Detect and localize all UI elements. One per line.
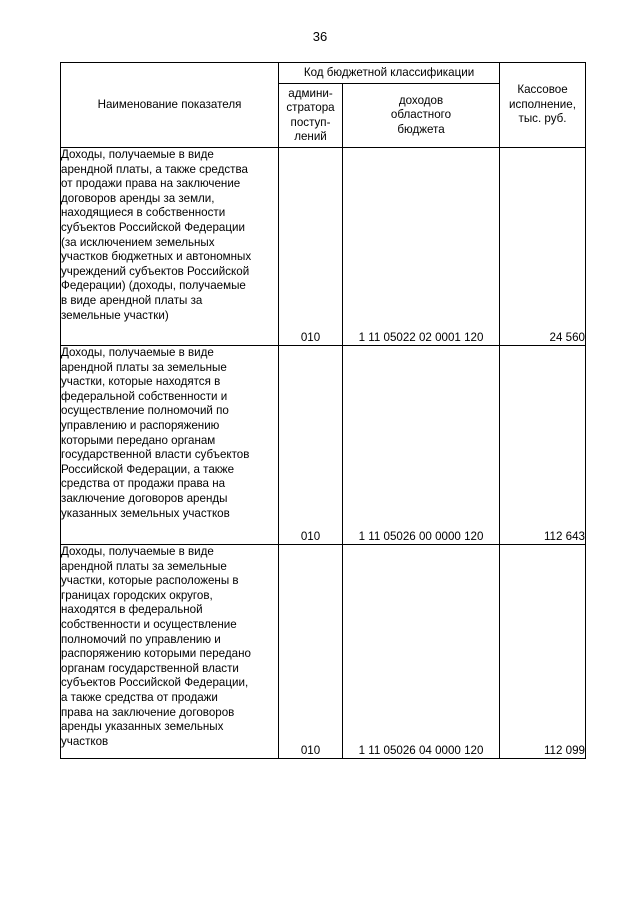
row-name: Доходы, получаемые в виде арендной платы, а также средства от продажи права на заключение договоров аренды за земли, находящиеся в собственности субъектов Российской Федерации (за исключением земельных участков бюджетных и автономных учреждений субъектов Российской Федерации) (доходы, получаемые в виде арендной платы за земельные участки) (61, 148, 279, 346)
page-number: 36 (312, 29, 328, 44)
row-admin-code: 010 (279, 346, 343, 545)
row-admin-code: 010 (279, 148, 343, 346)
row-name: Доходы, получаемые в виде арендной платы за земельные участки, которые находятся в федеральной собственности и осуществление полномочий по управлению и распоряжению которыми передано органам государственной власти субъектов Российской Федерации, а также средства от продажи права на заключение договоров аренды указанных земельных участков (61, 346, 279, 545)
header-income-text: доходов областного бюджета (390, 93, 452, 136)
header-code-group (279, 63, 500, 84)
header-row-top (61, 63, 586, 84)
row-income-code: 1 11 05026 04 0000 120 (343, 545, 500, 759)
row-execution: 112 643 (500, 346, 586, 545)
row-income-code: 1 11 05022 02 0001 120 (343, 148, 500, 346)
table-row (61, 545, 586, 759)
row-admin-code: 010 (279, 545, 343, 759)
header-admin-text: админи- стратора поступ- лений (286, 86, 335, 143)
row-income-code: 1 11 05026 00 0000 120 (343, 346, 500, 545)
header-code-group-text: Код бюджетной классификации (303, 66, 475, 79)
header-execution (500, 63, 586, 148)
row-execution: 112 099 (500, 545, 586, 759)
row-name: Доходы, получаемые в виде арендной платы за земельные участки, которые расположены в границах городских округов, находятся в федеральной собственности и осуществление полномочий по управлению и распоряжению которыми передано органам государственной власти субъектов Российской Федерации, а также средства от продажи права на заключение договоров аренды указанных земельных участков (61, 545, 279, 759)
header-income (343, 84, 500, 148)
header-name-text: Наименование показателя (97, 97, 242, 111)
row-execution: 24 560 (500, 148, 586, 346)
table-row (61, 148, 586, 346)
header-admin (279, 84, 343, 148)
header-name (61, 63, 279, 148)
table-row (61, 346, 586, 545)
header-execution-text: Кассовое исполнение, тыс. руб. (509, 83, 576, 126)
budget-table (60, 62, 586, 759)
